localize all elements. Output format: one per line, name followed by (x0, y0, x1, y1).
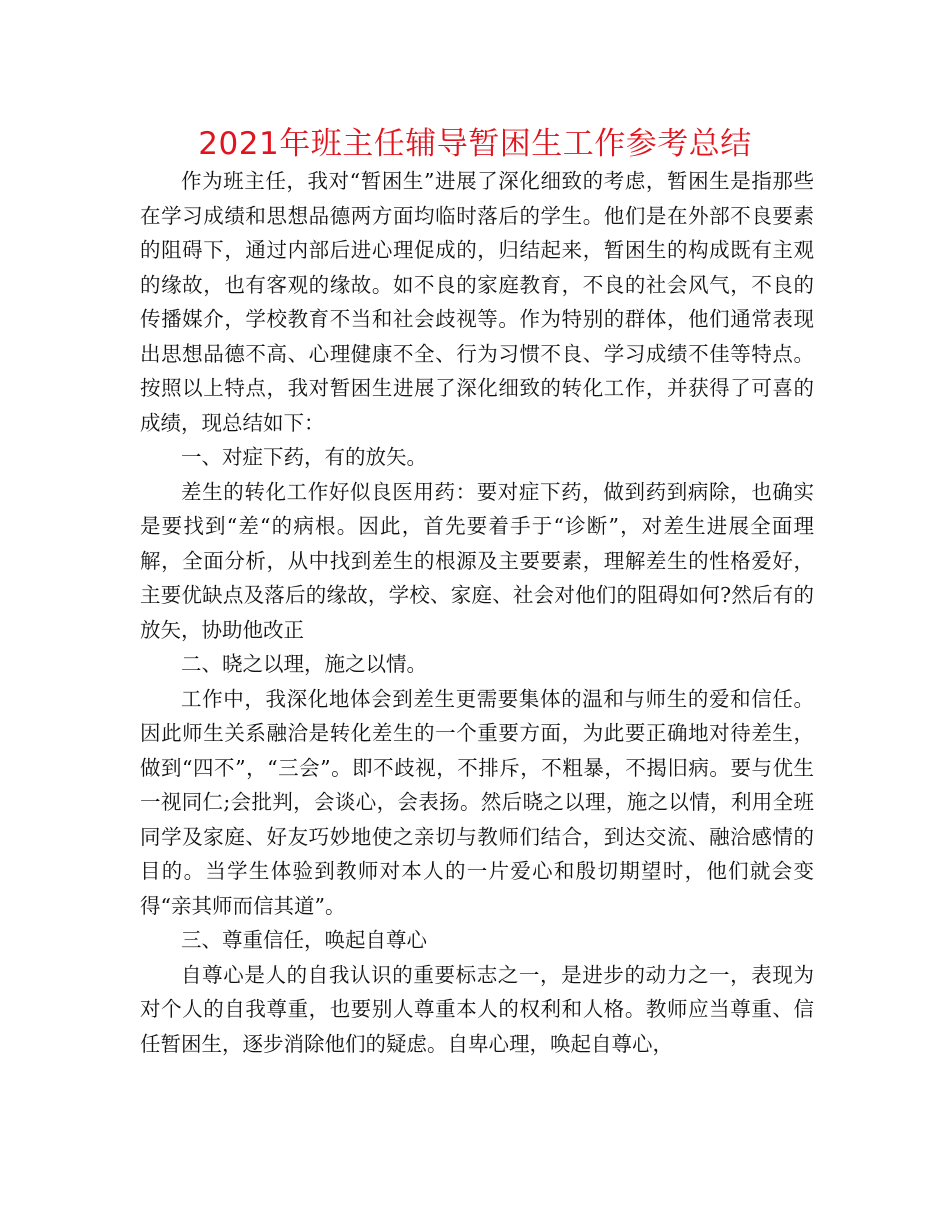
section-heading-1: 一、对症下药，有的放矢。 (181, 445, 427, 469)
section-heading-3: 三、尊重信任，唤起自尊心 (181, 928, 427, 952)
paragraph-section-2: 工作中，我深化地体会到差生更需要集体的温和与师生的爱和信任。因此师生关系融洽是转化差生的一个重要方面，为此要正确地对待差生，做到“四不”，“三会”。即不歧视，不排斥，不粗暴，不揭旧病。要与优生一视同仁;会批判，会谈心，会表扬。然后晓之以理，施之以情，利用全班同学及家庭、好友巧妙地使之亲切与教师们结合，到达交流、融洽感情的目的。当学生体验到教师对本人的一片爱心和殷切期望时，他们就会变得“亲其师而信其道”。 (140, 686, 814, 918)
document-body (140, 164, 814, 1061)
paragraph-section-1: 差生的转化工作好似良医用药：要对症下药，做到药到病除，也确实是要找到“差“的病根。因此，首先要着手于“诊断”，对差生进展全面理解，全面分析，从中找到差生的根源及主要要素，理解差生的性格爱好，主要优缺点及落后的缘故，学校、家庭、社会对他们的阻碍如何?然后有的放矢，协助他改正 (140, 479, 814, 642)
paragraph-intro: 作为班主任，我对“暂困生”进展了深化细致的考虑，暂困生是指那些在学习成绩和思想品德两方面均临时落后的学生。他们是在外部不良要素的阻碍下，通过内部后进心理促成的，归结起来，暂困生的构成既有主观的缘故，也有客观的缘故。如不良的家庭教育，不良的社会风气，不良的传播媒介，学校教育不当和社会歧视等。作为特别的群体，他们通常表现出思想品德不高、心理健康不全、行为习惯不良、学习成绩不佳等特点。按照以上特点，我对暂困生进展了深化细致的转化工作，并获得了可喜的成绩，现总结如下： (140, 169, 814, 435)
paragraph-section-3: 自尊心是人的自我认识的重要标志之一，是进步的动力之一，表现为对个人的自我尊重，也要别人尊重本人的权利和人格。教师应当尊重、信任暂困生，逐步消除他们的疑虑。自卑心理，唤起自尊心， (140, 962, 814, 1056)
document-title: 2021年班主任辅导暂困生工作参考总结 (198, 126, 752, 162)
section-heading-2: 二、晓之以理，施之以情。 (181, 652, 427, 676)
